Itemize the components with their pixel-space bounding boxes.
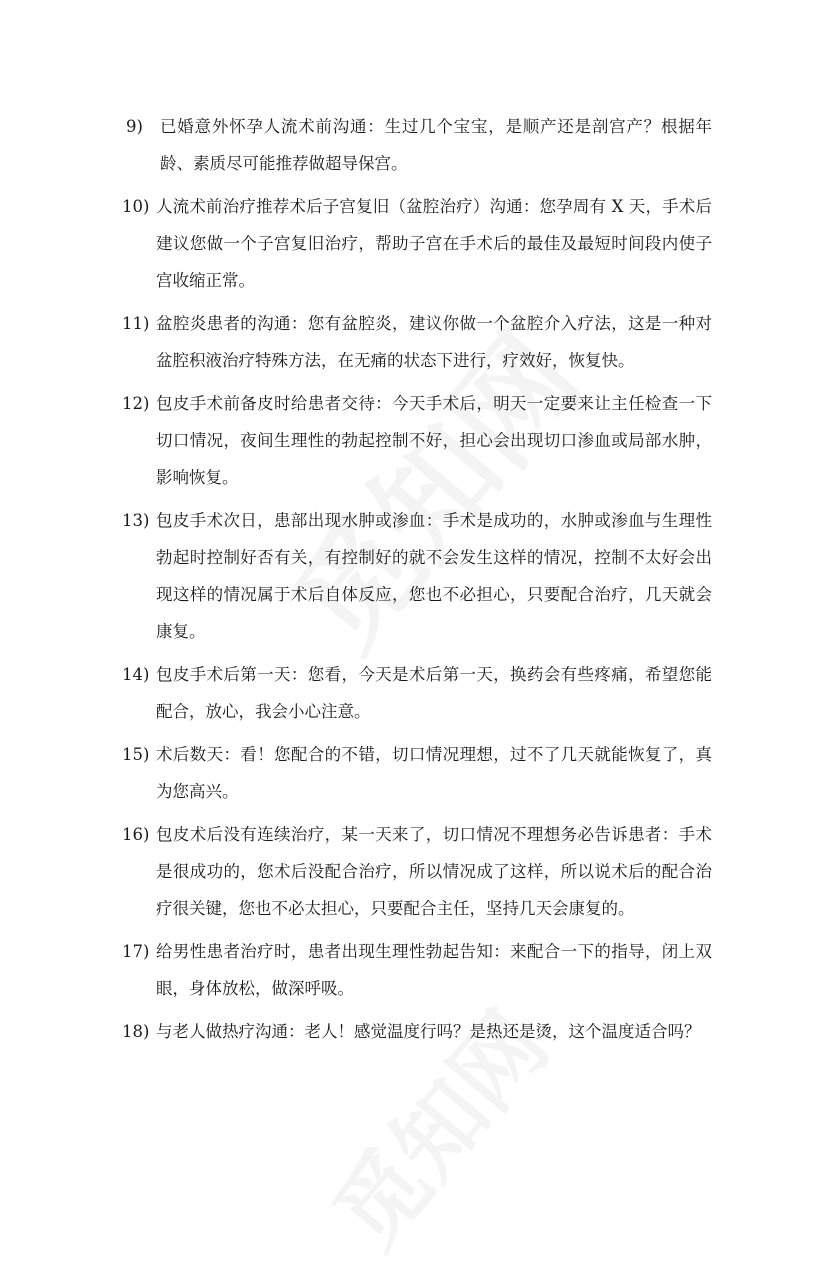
item-text: 包皮术后没有连续治疗，某一天来了，切口情况不理想务必告诉患者：手术是很成功的，您术后没配合治疗，所以情况成了这样，所以说术后的配合治疗很关键，您也不必太担心，只要配合主任，坚持几天会康复的。 [156,825,712,918]
item-number: 12) [122,394,150,413]
item-text: 盆腔炎患者的沟通：您有盆腔炎，建议你做一个盆腔介入疗法，这是一种对盆腔积液治疗特殊方法，在无痛的状态下进行，疗效好，恢复快。 [156,314,712,370]
list-item [122,188,712,299]
list-item [122,816,712,927]
item-number: 11) [122,314,150,333]
item-number: 10) [122,197,150,216]
item-text: 包皮手术后第一天：您看，今天是术后第一天，换药会有些疼痛，希望您能配合，放心，我会小心注意。 [156,665,712,721]
numbered-list [122,108,712,1056]
list-item [122,305,712,379]
list-item [122,385,712,496]
item-text: 已婚意外怀孕人流术前沟通：生过几个宝宝，是顺产还是剖宫产？根据年龄、素质尽可能推荐做超导保宫。 [160,117,712,173]
list-item [122,736,712,810]
list-item [122,1013,712,1050]
item-text: 与老人做热疗沟通：老人！感觉温度行吗？是热还是烫，这个温度适合吗？ [156,1022,701,1041]
item-number: 14) [122,665,150,684]
item-text: 包皮手术次日，患部出现水肿或渗血：手术是成功的，水肿或渗血与生理性勃起时控制好否有关，有控制好的就不会发生这样的情况，控制不太好会出现这样的情况属于术后自体反应，您也不必担心，只要配合治疗，几天就会康复。 [156,511,712,641]
item-number: 16) [122,825,150,844]
item-number: 9) [126,117,143,136]
item-number: 13) [122,511,150,530]
list-item [122,656,712,730]
list-item [122,108,712,182]
item-number: 15) [122,745,150,764]
item-number: 18) [122,1022,150,1041]
item-number: 17) [122,942,150,961]
item-text: 给男性患者治疗时，患者出现生理性勃起告知：来配合一下的指导，闭上双眼，身体放松，做深呼吸。 [156,942,712,998]
list-item [122,502,712,650]
item-text: 术后数天：看！您配合的不错，切口情况理想，过不了几天就能恢复了，真为您高兴。 [156,745,712,801]
item-text: 人流术前治疗推荐术后子宫复旧（盆腔治疗）沟通：您孕周有 X 天，手术后建议您做一个子宫复旧治疗，帮助子宫在手术后的最佳及最短时间段内使子宫收缩正常。 [156,197,712,290]
item-text: 包皮手术前备皮时给患者交待：今天手术后，明天一定要来让主任检查一下切口情况，夜间生理性的勃起控制不好，担心会出现切口渗血或局部水肿，影响恢复。 [156,394,712,487]
list-item [122,933,712,1007]
